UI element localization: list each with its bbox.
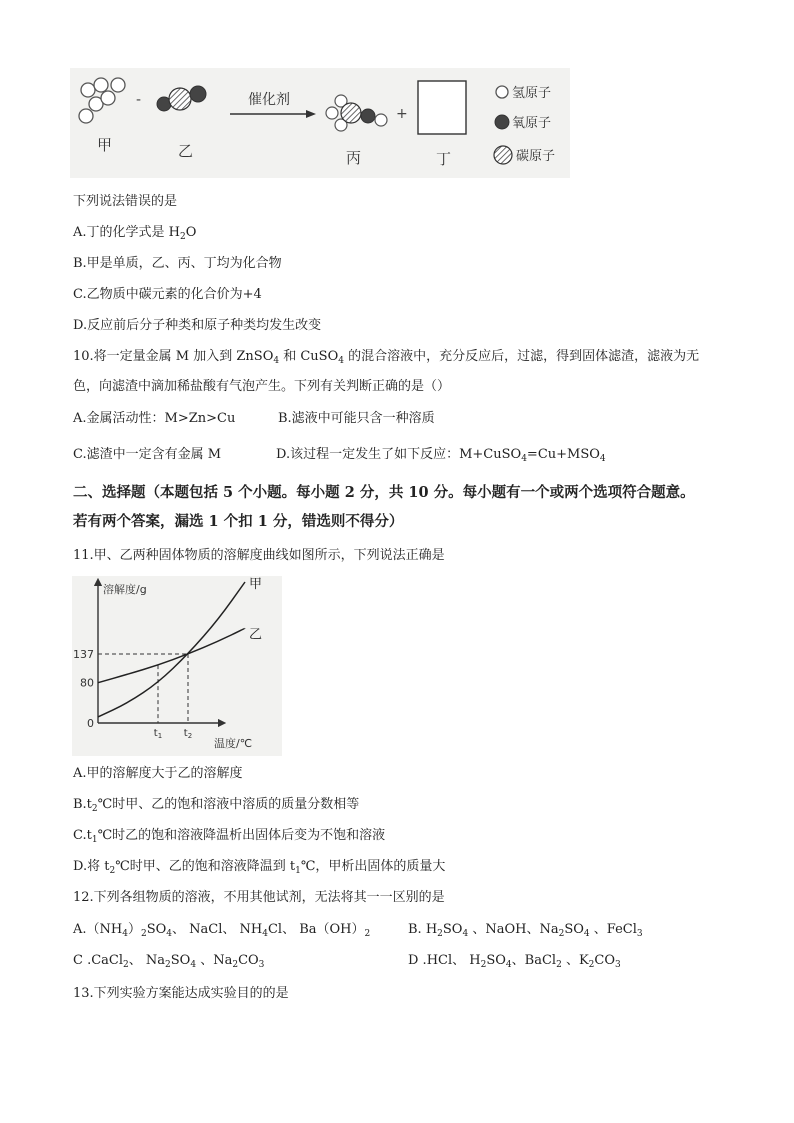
q9-stem: 下列说法错误的是 bbox=[73, 194, 178, 209]
hydrogen-atom-icon bbox=[496, 86, 508, 98]
q11-stem: 11.甲、乙两种固体物质的溶解度曲线如图所示，下列说法正确是 bbox=[73, 548, 445, 563]
atom-legend bbox=[494, 86, 555, 164]
plus-sign-2: + bbox=[396, 106, 408, 122]
q11-option-d: D.将 $t_2℃$时甲、乙的饱和溶液降温到 $t_1℃$，甲析出固体的质量大 bbox=[73, 859, 446, 876]
y-tick-label-0: 0 bbox=[87, 717, 94, 730]
series-curve-jia bbox=[98, 582, 245, 717]
q10-stem-line1: 10.将一定量金属 M 加入到 ZnSO$_4$ 和 CuSO$_4$ 的混合溶液中，充分反应后，过滤，得到固体滤渣，滤液为无 bbox=[73, 349, 700, 366]
label-ding: 丁 bbox=[436, 150, 452, 168]
yi-molecule bbox=[157, 86, 206, 111]
q11-option-b: $B.t_2℃$时甲、乙的饱和溶液中溶质的质量分数相等 bbox=[73, 797, 360, 814]
q10-option-d: D.该过程一定发生了如下反应：$M+CuSO_4=Cu+MSO_4$ bbox=[276, 447, 606, 464]
section2-header-line2: 若有两个答案，漏选 1 个扣 1 分，错选则不得分） bbox=[73, 513, 404, 530]
legend-hydrogen: 氢原子 bbox=[512, 86, 552, 101]
section2-header-line1: 二、选择题（本题包括 5 个小题。每小题 2 分，共 10 分。每小题有一个或两个选项符合题意。 bbox=[73, 484, 695, 501]
reaction-figure bbox=[70, 68, 570, 178]
series-label-jia: 甲 bbox=[249, 577, 263, 592]
bing-molecule bbox=[326, 95, 387, 131]
label-bing: 丙 bbox=[346, 149, 362, 167]
label-jia: 甲 bbox=[97, 136, 113, 154]
y-axis-label: 溶解度/g bbox=[103, 583, 147, 596]
q11-option-c: $C.t_1℃$时乙的饱和溶液降温析出固体后变为不饱和溶液 bbox=[73, 828, 386, 845]
series-layer bbox=[98, 577, 262, 717]
q12-option-d: D .HCl、 $H_2SO_4$、BaCl$_2$ 、$K_2CO_3$ bbox=[408, 953, 621, 970]
q10-option-b: B.滤液中可能只含一种溶质 bbox=[278, 411, 435, 426]
q12-stem: 12.下列各组物质的溶液，不用其他试剂，无法将其一一区别的是 bbox=[73, 890, 445, 905]
catalyst-label: 催化剂 bbox=[248, 92, 290, 108]
x-axis-label: 温度/℃ bbox=[214, 737, 253, 750]
reaction-arrow-head bbox=[306, 110, 316, 118]
q11-option-a: A.甲的溶解度大于乙的溶解度 bbox=[73, 766, 243, 781]
jia-molecules bbox=[79, 78, 125, 123]
legend-carbon: 碳原子 bbox=[516, 149, 556, 164]
q10-stem-line2: 色，向滤渣中滴加稀盐酸有气泡产生。下列有关判断正确的是（） bbox=[73, 379, 451, 394]
q9-option-c: C.乙物质中碳元素的化合价为+4 bbox=[73, 287, 262, 302]
legend-oxygen: 氧原子 bbox=[512, 116, 552, 131]
series-curve-yi bbox=[98, 628, 245, 682]
guide-layer bbox=[98, 654, 188, 723]
oxygen-atom-icon bbox=[495, 115, 509, 129]
label-yi: 乙 bbox=[178, 142, 194, 160]
x-tick-label-t1: $t_1$ bbox=[153, 728, 163, 740]
series-label-yi: 乙 bbox=[249, 627, 263, 643]
q12-option-b: B. $H_2SO_4$ 、NaOH、$Na_2SO_4$ 、FeCl$_3$ bbox=[408, 922, 643, 939]
q10-option-a: A.金属活动性：M>Zn>Cu bbox=[73, 411, 236, 426]
q9-option-d: D.反应前后分子种类和原子种类均发生改变 bbox=[73, 318, 322, 333]
q13-stem: 13.下列实验方案能达成实验目的的是 bbox=[73, 986, 289, 1001]
carbon-atom-icon bbox=[494, 146, 512, 164]
q12-option-a: $A.(NH_4)_2SO_4$、 NaCl、 $NH_4Cl$、 $Ba(OH)_2$ bbox=[73, 922, 371, 939]
q9-option-a: A.丁的化学式是 $H_2O$ bbox=[73, 225, 197, 242]
y-tick-label-80: 80 bbox=[80, 676, 94, 690]
ding-empty-box bbox=[418, 81, 466, 134]
plus-sign-1: - bbox=[136, 92, 142, 108]
q10-option-c: C.滤渣中一定含有金属 M bbox=[73, 447, 222, 462]
y-tick-label-137: 137 bbox=[73, 648, 94, 662]
tick-layer bbox=[73, 648, 192, 740]
solubility-chart bbox=[72, 576, 282, 756]
q9-option-b: B.甲是单质，乙、丙、丁均为化合物 bbox=[73, 256, 282, 271]
x-tick-label-t2: $t_2$ bbox=[183, 728, 193, 740]
q12-option-c: C .CaCl$_2$、 $Na_2SO_4$ 、$Na_2CO_3$ bbox=[73, 953, 265, 970]
